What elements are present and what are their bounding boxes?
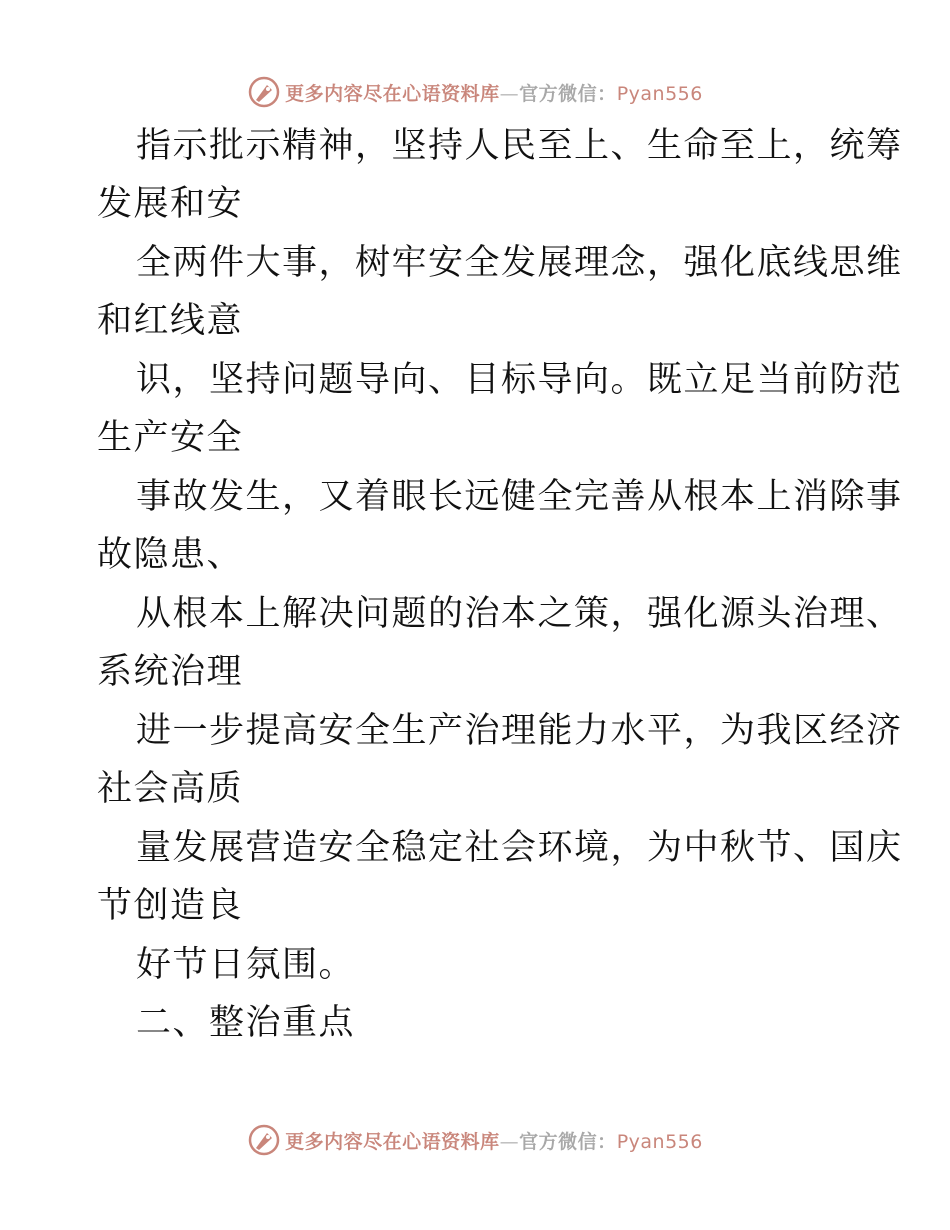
paragraph-line: 指示批示精神，坚持人民至上、生命至上，统筹 [136,126,903,166]
watermark-text [285,79,703,106]
paragraph-line: 系统治理 [97,652,244,692]
watermark-dash: — [499,1130,520,1153]
paragraph-line: 节创造良 [97,886,244,926]
paragraph-line: 生产安全 [97,418,244,458]
watermark-label: 官方微信： [519,1130,617,1153]
section-heading: 二、整治重点 [136,1003,356,1043]
pen-nib-icon [247,1123,281,1157]
paragraph-line: 量发展营造安全稳定社会环境，为中秋节、国庆 [136,828,903,868]
paragraph-line: 和红线意 [97,301,244,341]
watermark-dash: — [499,82,520,105]
pen-nib-icon [247,75,281,109]
watermark-account: Pyan556 [616,1130,703,1153]
footer-watermark [0,1118,950,1162]
paragraph-line: 发展和安 [97,184,244,224]
watermark-site: 更多内容尽在心语资料库 [285,82,500,105]
paragraph-line: 从根本上解决问题的治本之策，强化源头治理、 [136,594,903,634]
paragraph-line: 故隐患、 [97,535,244,575]
watermark-text [285,1127,703,1154]
paragraph-line: 全两件大事，树牢安全发展理念，强化底线思维 [136,243,903,283]
paragraph-line: 进一步提高安全生产治理能力水平，为我区经济 [136,711,903,751]
paragraph-line: 识，坚持问题导向、目标导向。既立足当前防范 [136,360,903,400]
watermark-label: 官方微信： [519,82,617,105]
header-watermark [0,70,950,114]
watermark-account: Pyan556 [616,82,703,105]
paragraph-line: 社会高质 [97,769,244,809]
paragraph-line: 事故发生，又着眼长远健全完善从根本上消除事 [136,477,903,517]
watermark-site: 更多内容尽在心语资料库 [285,1130,500,1153]
paragraph-line: 好节日氛围。 [136,945,356,985]
